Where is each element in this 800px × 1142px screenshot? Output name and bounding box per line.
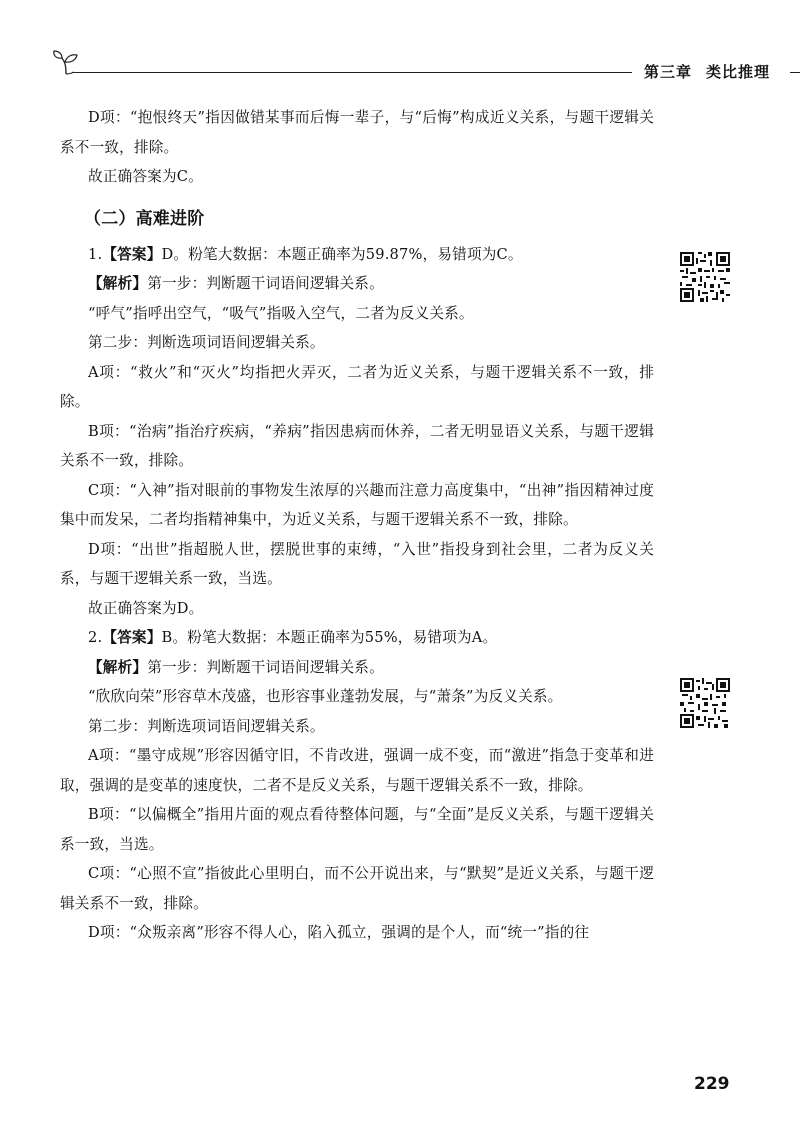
paragraph: D项：“抱恨终天”指因做错某事而后悔一辈子，与“后悔”构成近义关系，与题干逻辑关系不一致，排除。 [60, 109, 654, 156]
chapter-section: 类比推理 [706, 63, 771, 81]
q2-answer-text: B。粉笔大数据：本题正确率为55%，易错项为A。 [161, 629, 498, 646]
chapter-number: 第三章 [644, 63, 693, 81]
paragraph: B项：“以偏概全”指用片面的观点看待整体问题，与“全面”是反义关系，与题干逻辑关系一致，当选。 [60, 806, 654, 853]
paragraph: C项：“入神”指对眼前的事物发生浓厚的兴趣而注意力高度集中，“出神”指因精神过度集中而发呆，二者均指精神集中，为近义关系，与题干逻辑关系不一致，排除。 [60, 481, 654, 528]
paragraph: “呼气”指呼出空气，“吸气”指吸入空气，二者为反义关系。 [88, 304, 474, 322]
answer-tag: 【答案】 [102, 629, 162, 646]
paragraph: A项：“墨守成规”形容因循守旧，不肯改进，强调一成不变，而“激进”指急于变革和进取，强调的是变革的速度快，二者不是反义关系，与题干逻辑关系不一致，排除。 [60, 747, 654, 794]
paragraph: 第二步：判断选项词语间逻辑关系。 [88, 334, 325, 351]
header-rule-right [790, 72, 800, 73]
q1-analysis [60, 269, 654, 299]
q2-analysis [60, 653, 654, 683]
q2-answer [60, 623, 654, 653]
paragraph: D项：“出世”指超脱人世，摆脱世事的束缚，“入世”指投身到社会里，二者为反义关系，与题干逻辑关系一致，当选。 [60, 540, 654, 587]
paragraph: “欣欣向荣”形容草木茂盛，也形容事业蓬勃发展，与“萧条”为反义关系。 [88, 688, 563, 705]
paragraph: 故正确答案为D。 [88, 599, 204, 617]
paragraph: 故正确答案为C。 [88, 168, 203, 185]
chapter-title [644, 61, 770, 82]
analysis-tag: 【解析】 [88, 658, 148, 676]
q1-analysis-text: 第一步：判断题干词语间逻辑关系。 [147, 275, 384, 292]
q2-analysis-text: 第一步：判断题干词语间逻辑关系。 [147, 658, 384, 676]
paragraph: B项：“治病”指治疗疾病，“养病”指因患病而休养，二者无明显语义关系，与题干逻辑关系不一致，排除。 [60, 422, 654, 469]
q1-answer-text: D。粉笔大数据：本题正确率为59.87%，易错项为C。 [161, 245, 523, 263]
page-body [60, 103, 654, 948]
paragraph: A项：“救火”和“灭火”均指把火弄灭，二者为近义关系，与题干逻辑关系不一致，排除。 [60, 363, 654, 410]
answer-tag: 【答案】 [102, 245, 162, 263]
q1-answer [60, 240, 654, 270]
paragraph: 第二步：判断选项词语间逻辑关系。 [88, 717, 325, 735]
paragraph: C项：“心照不宣”指彼此心里明白，而不公开说出来，与“默契”是近义关系，与题干逻辑关系不一致，排除。 [60, 865, 654, 912]
qr-code-icon[interactable] [680, 252, 730, 302]
running-header [52, 48, 796, 84]
paragraph: D项：“众叛亲离”形容不得人心，陷入孤立，强调的是个人，而“统一”指的往 [88, 924, 590, 941]
qr-code-icon[interactable] [680, 678, 730, 728]
header-rule [72, 72, 632, 73]
page-number: 229 [694, 1074, 730, 1094]
section-title: （二）高难进阶 [84, 208, 205, 229]
q2-number: 2. [88, 629, 103, 646]
q1-number: 1. [88, 245, 103, 263]
analysis-tag: 【解析】 [88, 275, 148, 292]
